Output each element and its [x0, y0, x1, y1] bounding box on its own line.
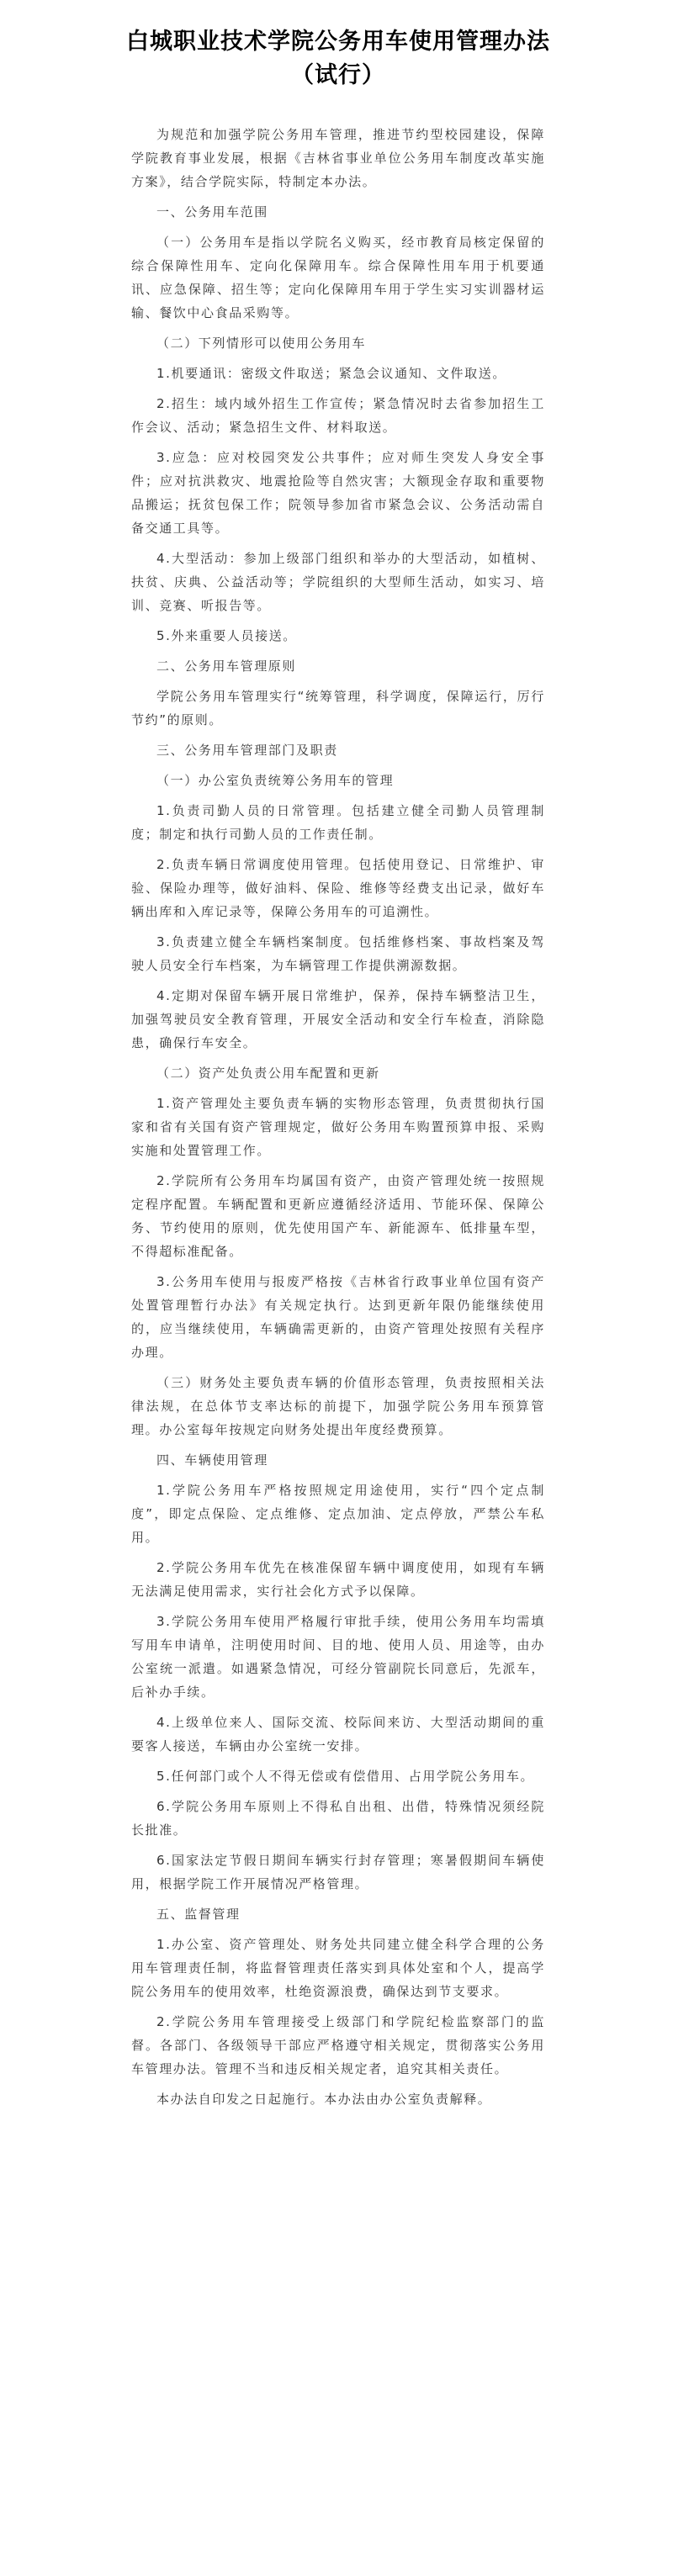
list-item: 3.应急：应对校园突发公共事件；应对师生突发人身安全事件；应对抗洪救灾、地震抢险等自然灾害；大额现金存取和重要物品搬运；抚贫包保工作；院领导参加省市紧急会议、公务活动需自备交通工具等。: [131, 450, 545, 536]
paragraph: （三）财务处主要负责车辆的价值形态管理，负责按照相关法律法规，在总体节支率达标的前提下，加强学院公务用车预算管理。办公室每年按规定向财务处提出年度经费预算。: [131, 1375, 545, 1437]
list-item: 1.机要通讯：密级文件取送；紧急会议通知、文件取送。: [156, 366, 506, 381]
section-heading: 一、公务用车范围: [156, 204, 268, 220]
title-line-1: 白城职业技术学院公务用车使用管理办法: [126, 29, 550, 55]
closing-paragraph: 本办法自印发之日起施行。本办法由办公室负责解释。: [156, 2092, 492, 2107]
list-item: 6.国家法定节假日期间车辆实行封存管理；寒暑假期间车辆使用，根据学院工作开展情况严格管理。: [131, 1853, 545, 1891]
list-item: 4.大型活动：参加上级部门组织和举办的大型活动，如植树、扶贫、庆典、公益活动等；学院组织的大型师生活动，如实习、培训、竞赛、听报告等。: [131, 551, 545, 613]
section-heading: 五、监督管理: [156, 1907, 241, 1922]
list-item: 4.定期对保留车辆开展日常维护，保养，保持车辆整洁卫生，加强驾驶员安全教育管理，开展安全活动和安全行车检查，消除隐患，确保行车安全。: [131, 988, 545, 1050]
list-item: 3.负责建立健全车辆档案制度。包括维修档案、事故档案及驾驶人员安全行车档案，为车辆管理工作提供溯源数据。: [131, 934, 545, 973]
paragraph: 为规范和加强学院公务用车管理，推进节约型校园建设，保障学院教育事业发展，根据《吉林省事业单位公务用车制度改革实施方案》，结合学院实际，特制定本办法。: [131, 127, 545, 189]
document-title: [106, 25, 570, 93]
subsection-heading: （二）下列情形可以使用公务用车: [156, 336, 367, 351]
list-item: 2.招生：域内域外招生工作宣传；紧急情况时去省参加招生工作会议、活动；紧急招生文件、材料取送。: [131, 396, 545, 435]
list-item: 4.上级单位来人、国际交流、校际间来访、大型活动期间的重要客人接送，车辆由办公室统一安排。: [131, 1715, 545, 1753]
title-line-2: （试行）: [291, 62, 385, 88]
list-item: 2.学院公务用车管理接受上级部门和学院纪检监察部门的监督。各部门、各级领导干部应严格遵守相关规定，贯彻落实公务用车管理办法。管理不当和违反相关规定者，追究其相关责任。: [131, 2014, 545, 2076]
list-item: 2.负责车辆日常调度使用管理。包括使用登记、日常维护、审验、保险办理等，做好油料、保险、维修等经费支出记录，做好车辆出库和入库记录等，保障公务用车的可追溯性。: [131, 857, 545, 919]
list-item: 3.公务用车使用与报废严格按《吉林省行政事业单位国有资产处置管理暂行办法》有关规定执行。达到更新年限仍能继续使用的，应当继续使用，车辆确需更新的，由资产管理处按照有关程序办理。: [131, 1274, 545, 1360]
document-body: [131, 123, 545, 2111]
section-heading: 四、车辆使用管理: [156, 1452, 268, 1468]
list-item: 6.学院公务用车原则上不得私自出租、出借，特殊情况须经院长批准。: [131, 1799, 545, 1838]
list-item: 2.学院所有公务用车均属国有资产，由资产管理处统一按照规定程序配置。车辆配置和更新应遵循经济适用、节能环保、保障公务、节约使用的原则，优先使用国产车、新能源车、低排量车型，不得超标准配备。: [131, 1173, 545, 1259]
paragraph: （一）公务用车是指以学院名义购买，经市教育局核定保留的综合保障性用车、定向化保障用车。综合保障性用车用于机要通讯、应急保障、招生等；定向化保障用车用于学生实习实训器材运输、餐饮中心食品采购等。: [131, 235, 545, 320]
list-item: 1.资产管理处主要负责车辆的实物形态管理，负责贯彻执行国家和省有关国有资产管理规定，做好公务用车购置预算申报、采购实施和处置管理工作。: [131, 1096, 545, 1158]
subsection-heading: （二）资产处负责公用车配置和更新: [156, 1066, 380, 1081]
list-item: 5.外来重要人员接送。: [156, 628, 297, 643]
list-item: 1.办公室、资产管理处、财务处共同建立健全科学合理的公务用车管理责任制，将监督管理责任落实到具体处室和个人，提高学院公务用车的使用效率，杜绝资源浪费，确保达到节支要求。: [131, 1937, 545, 1999]
list-item: 2.学院公务用车优先在核准保留车辆中调度使用，如现有车辆无法满足使用需求，实行社会化方式予以保障。: [131, 1560, 545, 1599]
paragraph: 学院公务用车管理实行“统筹管理，科学调度，保障运行，厉行节约”的原则。: [131, 689, 545, 727]
list-item: 5.任何部门或个人不得无偿或有偿借用、占用学院公务用车。: [156, 1769, 535, 1784]
list-item: 1.学院公务用车严格按照规定用途使用，实行“四个定点制度”，即定点保险、定点维修、定点加油、定点停放，严禁公车私用。: [131, 1483, 545, 1545]
section-heading: 二、公务用车管理原则: [156, 659, 297, 674]
list-item: 3.学院公务用车使用严格履行审批手续，使用公务用车均需填写用车申请单，注明使用时间、目的地、使用人员、用途等，由办公室统一派遣。如遇紧急情况，可经分管副院长同意后，先派车，后补办手续。: [131, 1614, 545, 1700]
subsection-heading: （一）办公室负责统筹公务用车的管理: [156, 773, 395, 788]
section-heading: 三、公务用车管理部门及职责: [156, 743, 338, 758]
list-item: 1.负责司勤人员的日常管理。包括建立健全司勤人员管理制度；制定和执行司勤人员的工作责任制。: [131, 803, 545, 842]
